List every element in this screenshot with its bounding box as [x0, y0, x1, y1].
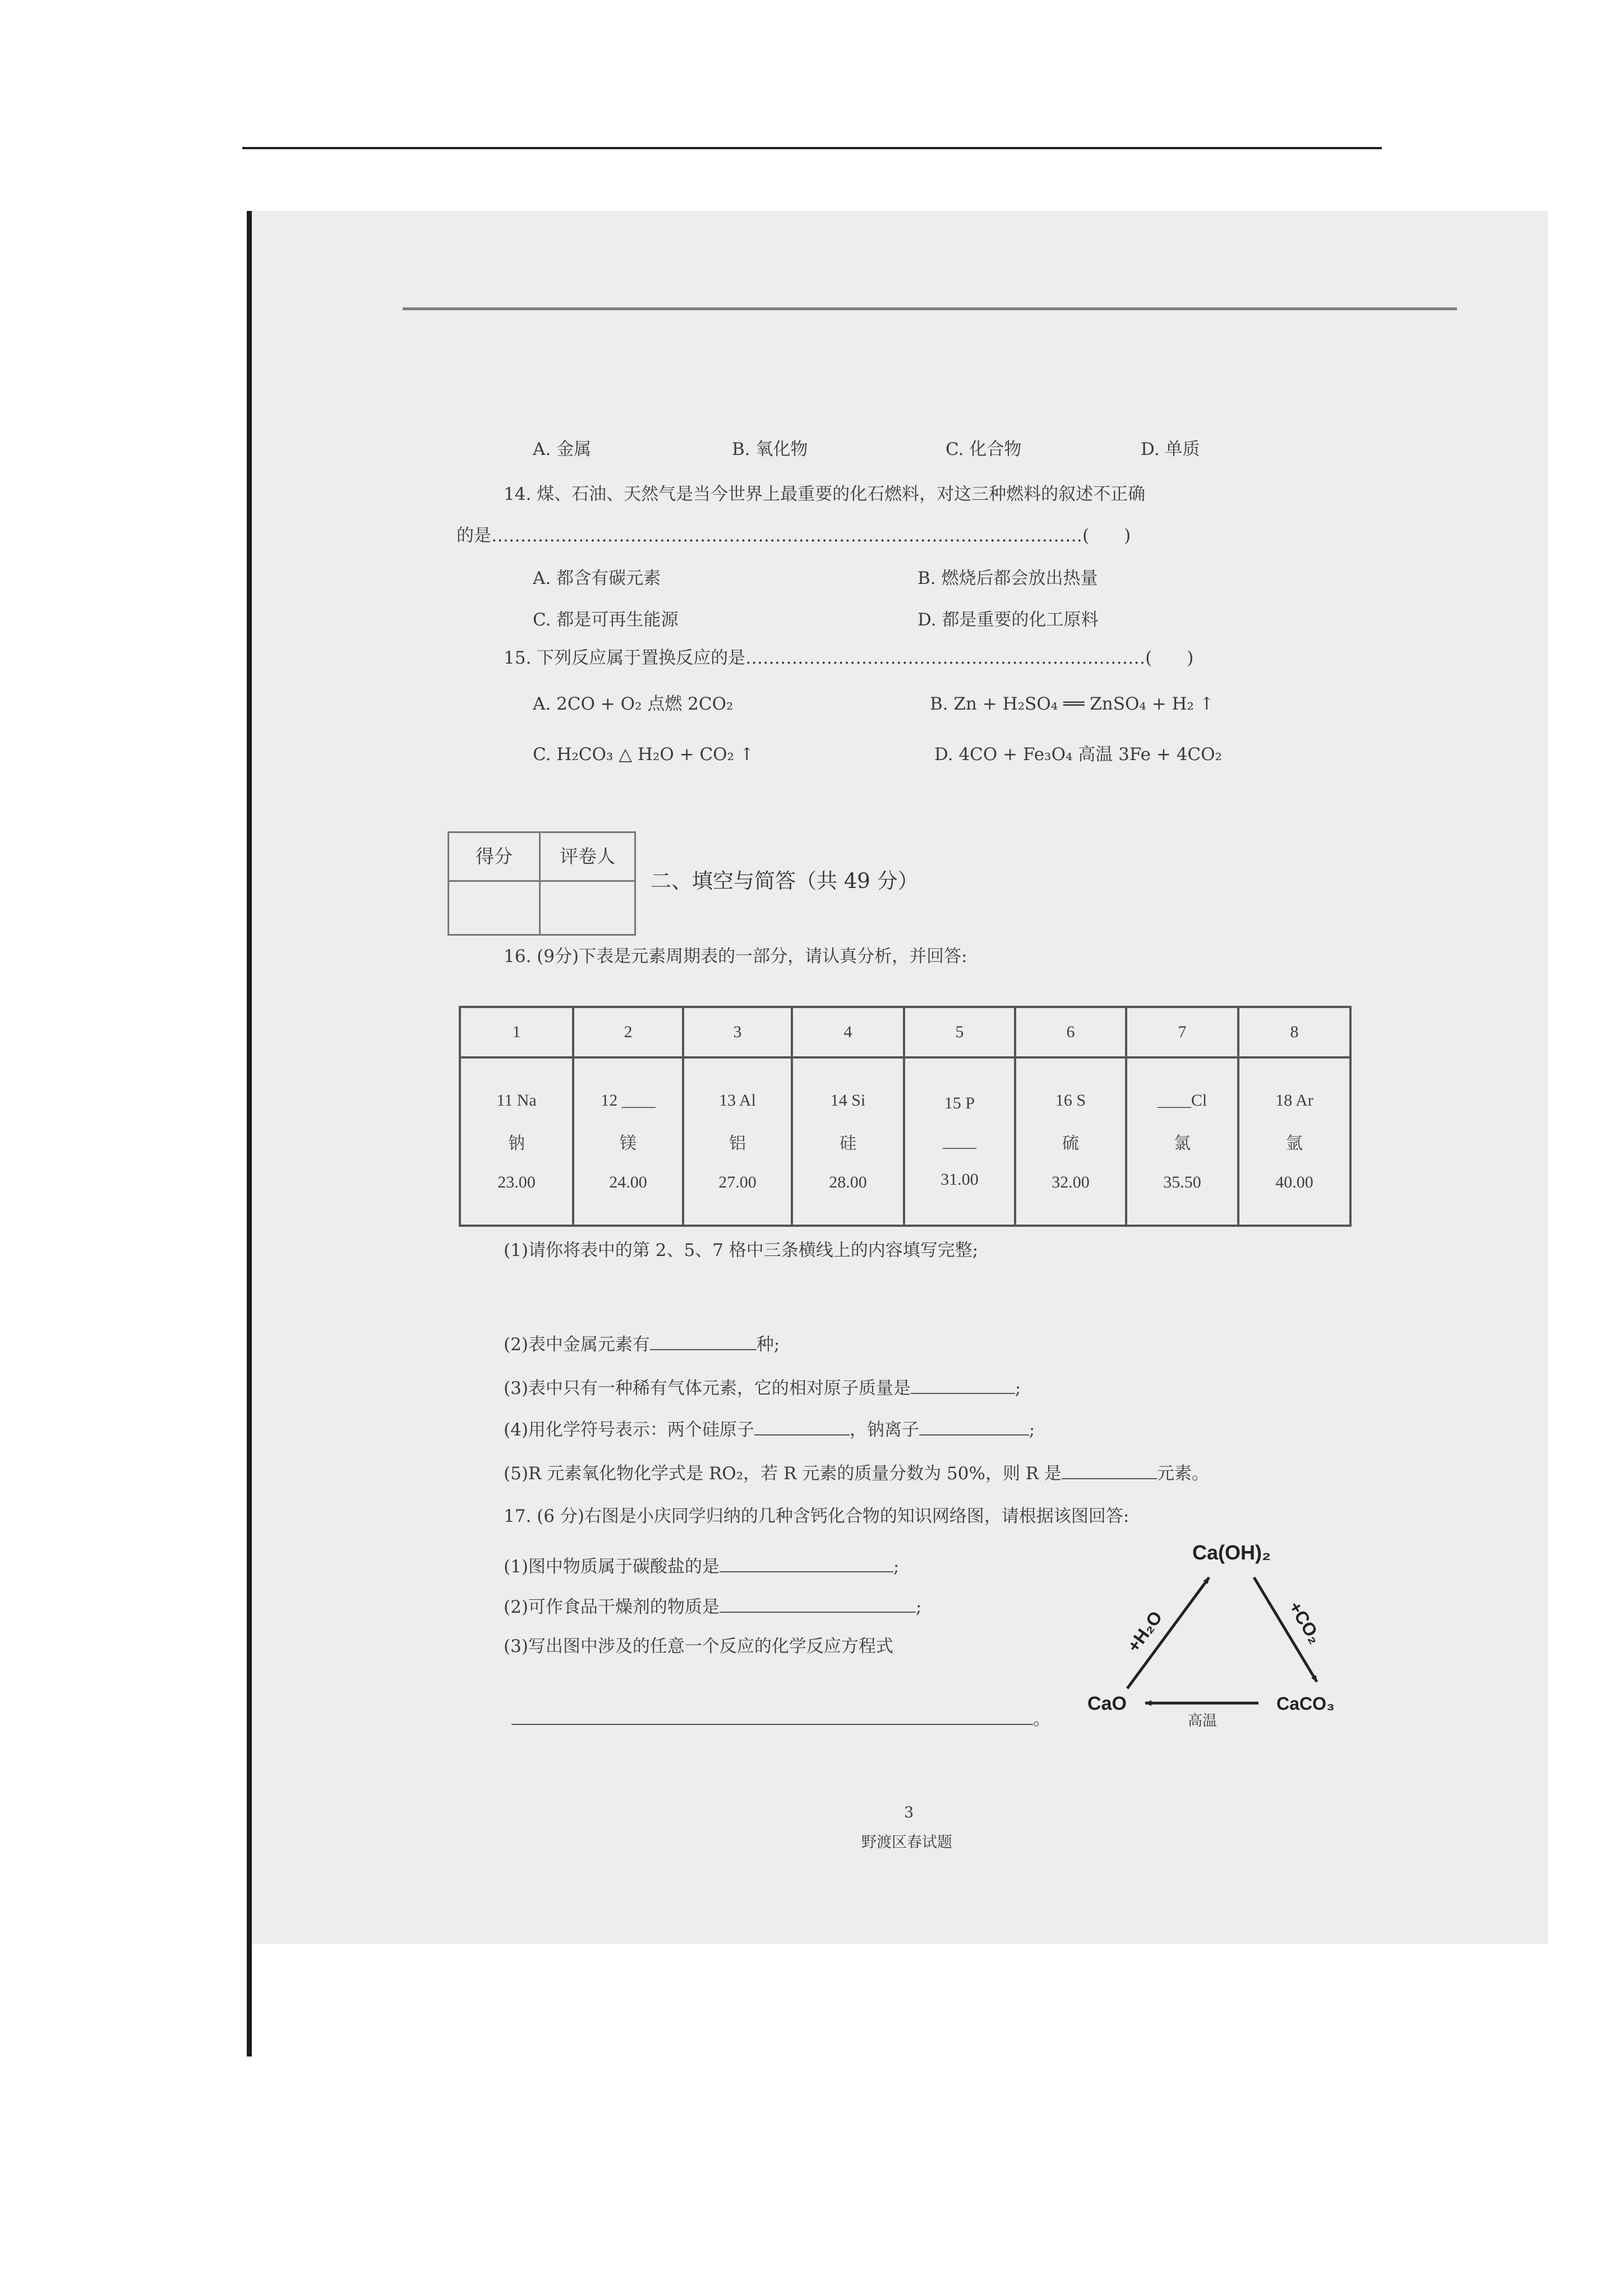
periodic-table-header-cell: 6	[1015, 1007, 1126, 1057]
q15-stem: 15. 下列反应属于置换反应的是……………………………………………………………( )	[504, 648, 1194, 668]
element-atomic-mass: 28.00	[829, 1173, 867, 1191]
element-symbol: 15 P	[944, 1094, 975, 1112]
q16-part-3: (3)表中只有一种稀有气体元素，它的相对原子质量是 ;	[504, 1378, 1021, 1398]
element-symbol: 16 S	[1055, 1091, 1086, 1110]
periodic-table-element-cell	[1238, 1057, 1350, 1226]
q13-option-d: D. 单质	[1141, 439, 1200, 459]
footer-title: 野渡区春试题	[861, 1834, 952, 1851]
q13-option-b: B. 氧化物	[732, 439, 808, 459]
q15-option-d: D. 4CO + Fe₃O₄ 高温 3Fe + 4CO₂	[934, 744, 1222, 765]
q17-stem: 17. (6 分)右图是小庆同学归纳的几种含钙化合物的知识网络图，请根据该图回答:	[504, 1506, 1129, 1526]
element-atomic-mass: 27.00	[718, 1173, 757, 1191]
q15-option-c: C. H₂CO₃ △ H₂O + CO₂ ↑	[533, 744, 754, 765]
node-calcium-oxide: CaO	[1087, 1693, 1127, 1714]
q17-part-1-answer-blank[interactable]	[720, 1571, 893, 1572]
score-box-score-label: 得分	[449, 833, 539, 882]
periodic-table-header-cell: 3	[683, 1007, 792, 1057]
score-box-grader-label: 评卷人	[541, 833, 634, 882]
node-calcium-carbonate: CaCO₃	[1276, 1694, 1335, 1714]
q14-stem-cont: 的是…………………………………………………………………………………………( )	[457, 526, 1131, 546]
element-atomic-mass: 40.00	[1275, 1173, 1313, 1191]
q15-option-b: B. Zn + H₂SO₄ ══ ZnSO₄ + H₂ ↑	[930, 694, 1214, 714]
calcium-network-diagram	[1071, 1531, 1363, 1739]
q15-option-a: A. 2CO + O₂ 点燃 2CO₂	[533, 694, 734, 714]
q14-option-b: B. 燃烧后都会放出热量	[917, 568, 1098, 588]
periodic-table-element-cell	[460, 1057, 573, 1226]
q14-stem: 14. 煤、石油、天然气是当今世界上最重要的化石燃料，对这三种燃料的叙述不正确	[504, 484, 1146, 504]
q17-part-2-answer-blank[interactable]	[720, 1612, 916, 1613]
q13-option-a: A. 金属	[533, 439, 592, 459]
element-symbol: 14 Si	[830, 1091, 866, 1110]
q16-part-5-answer-blank[interactable]	[1062, 1478, 1157, 1479]
periodic-table-element-cell	[1126, 1057, 1238, 1226]
scan-edge	[247, 211, 252, 2056]
periodic-table-header-cell: 4	[792, 1007, 904, 1057]
score-box	[448, 831, 636, 936]
element-symbol: 11 Na	[496, 1091, 537, 1110]
q17-part-3-answer-blank[interactable]	[511, 1724, 1033, 1725]
element-symbol: 18 Ar	[1275, 1091, 1313, 1110]
periodic-table-header-cell: 5	[904, 1007, 1015, 1057]
edge-label-co2: +CO₂	[1285, 1598, 1326, 1648]
periodic-table-header-cell: 1	[460, 1007, 573, 1057]
element-symbol: 12 ____	[601, 1091, 656, 1110]
periodic-table-element-cell	[573, 1057, 683, 1226]
periodic-table-element-cell	[1015, 1057, 1126, 1226]
element-atomic-mass: 23.00	[497, 1173, 536, 1191]
element-chinese-name: ____	[943, 1132, 976, 1151]
element-atomic-mass: 24.00	[609, 1173, 647, 1191]
element-atomic-mass: 35.50	[1163, 1173, 1201, 1191]
element-chinese-name: 硅	[840, 1134, 856, 1153]
periodic-table-header-cell: 8	[1238, 1007, 1350, 1057]
q16-part-5: (5)R 元素氧化物化学式是 RO₂，若 R 元素的质量分数为 50%，则 R 是 元素。	[504, 1464, 1209, 1484]
q14-option-a: A. 都含有碳元素	[533, 568, 661, 588]
element-chinese-name: 氯	[1174, 1134, 1191, 1153]
q16-part-4: (4)用化学符号表示：两个硅原子 ，钠离子 ;	[504, 1420, 1035, 1440]
q17-part-2: (2)可作食品干燥剂的物质是 ;	[504, 1597, 922, 1617]
page-number: 3	[904, 1804, 914, 1821]
element-chinese-name: 铝	[729, 1134, 746, 1153]
edge-label-water: +H₂O	[1123, 1607, 1166, 1656]
periodic-table-element-cell	[904, 1057, 1015, 1226]
q17-part-3: (3)写出图中涉及的任意一个反应的化学反应方程式	[504, 1636, 893, 1657]
header-rule	[242, 147, 1382, 149]
paper-top-rule	[403, 307, 1457, 310]
q16-part-3-answer-blank[interactable]	[911, 1393, 1015, 1394]
element-chinese-name: 氩	[1286, 1134, 1303, 1153]
q17-part-1: (1)图中物质属于碳酸盐的是 ;	[504, 1557, 900, 1577]
node-calcium-hydroxide: Ca(OH)₂	[1192, 1541, 1271, 1564]
q14-option-c: C. 都是可再生能源	[533, 610, 679, 630]
element-chinese-name: 镁	[620, 1134, 637, 1153]
periodic-table-header-cell: 2	[573, 1007, 683, 1057]
q16-part-2-answer-blank[interactable]	[650, 1349, 757, 1350]
element-symbol: 13 Al	[719, 1091, 756, 1110]
periodic-table-element-cell	[792, 1057, 904, 1226]
q13-option-c: C. 化合物	[946, 439, 1022, 459]
element-symbol: ____Cl	[1157, 1091, 1207, 1110]
q16-part-4-silicon-blank[interactable]	[754, 1434, 850, 1435]
q16-part-4-sodium-ion-blank[interactable]	[919, 1434, 1029, 1435]
section-2-title: 二、填空与简答（共 49 分）	[651, 869, 919, 893]
periodic-table-header-cell: 7	[1126, 1007, 1238, 1057]
score-box-divider	[539, 833, 541, 934]
q16-part-1: (1)请你将表中的第 2、5、7 格中三条横线上的内容填写完整;	[504, 1240, 979, 1260]
element-atomic-mass: 31.00	[940, 1170, 979, 1189]
element-chinese-name: 硫	[1062, 1134, 1079, 1153]
q14-option-d: D. 都是重要的化工原料	[917, 610, 1099, 630]
q17-part-3-line: 。	[511, 1711, 1050, 1728]
periodic-table-element-cell	[683, 1057, 792, 1226]
periodic-table	[459, 1006, 1352, 1227]
q16-stem: 16. (9分)下表是元素周期表的一部分，请认真分析，并回答:	[504, 946, 967, 967]
edge-label-high-temp: 高温	[1187, 1713, 1218, 1729]
element-chinese-name: 钠	[508, 1134, 525, 1153]
element-atomic-mass: 32.00	[1052, 1173, 1090, 1191]
q16-part-2: (2)表中金属元素有 种;	[504, 1335, 780, 1355]
